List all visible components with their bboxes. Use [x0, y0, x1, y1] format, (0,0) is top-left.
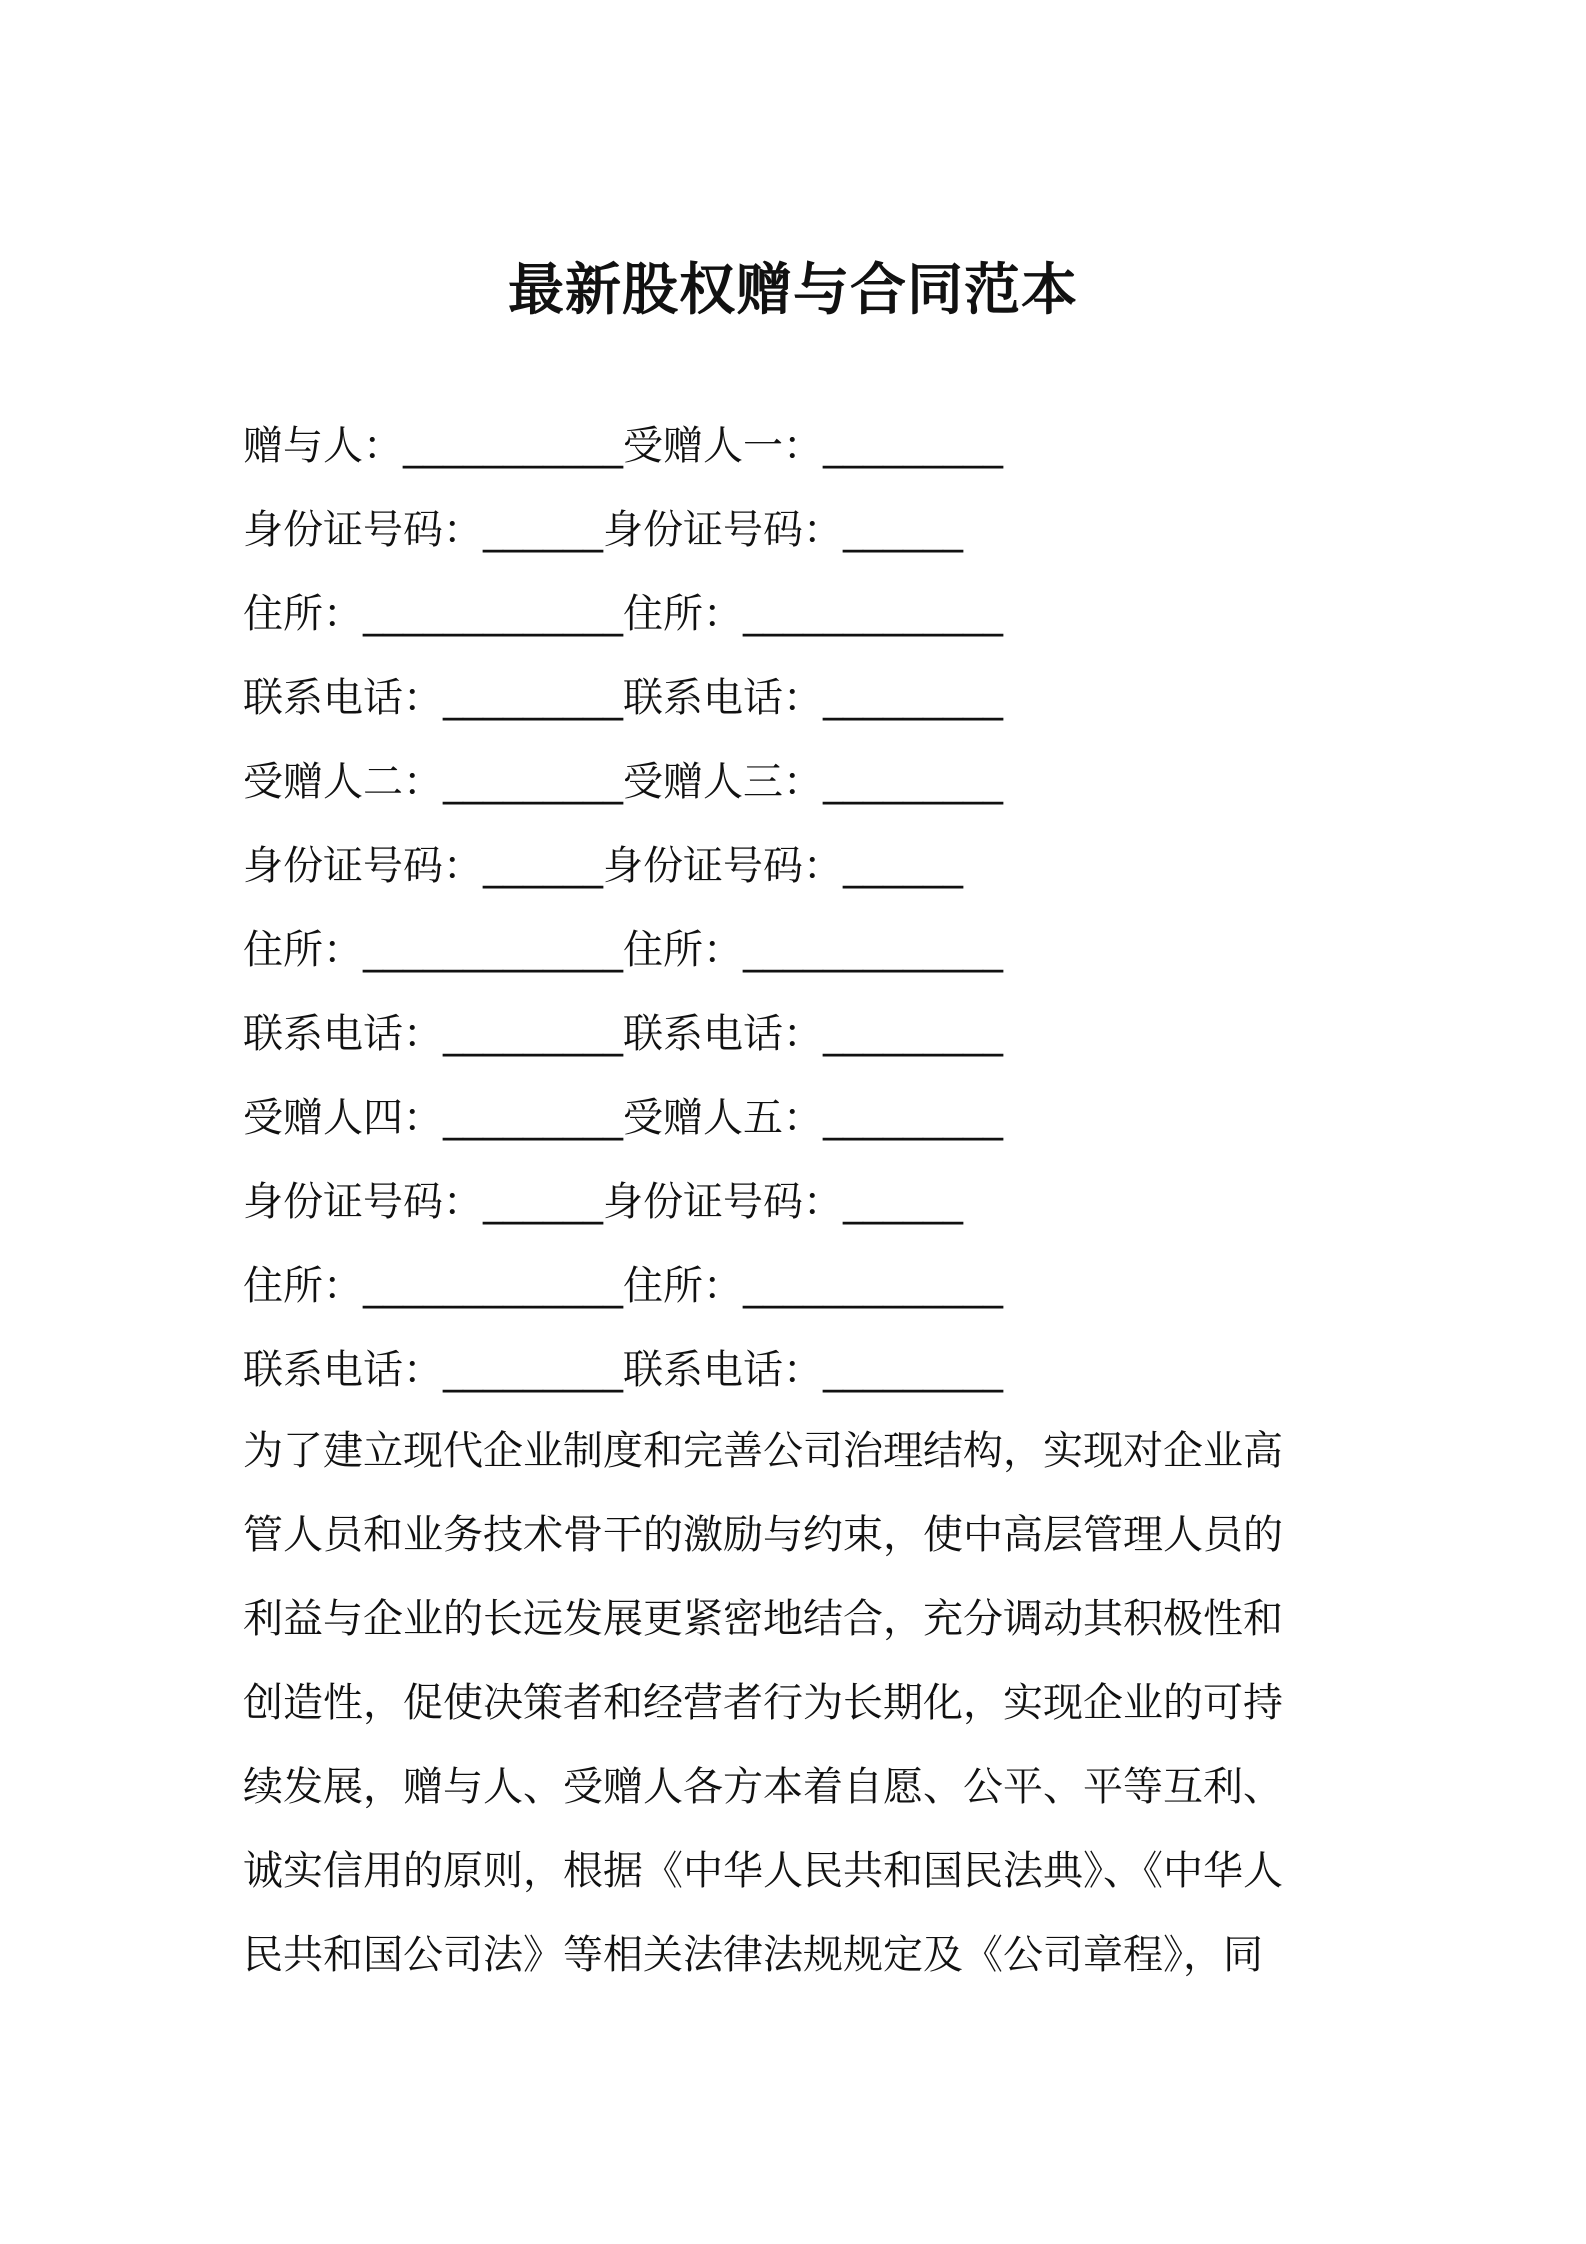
field-line-donees-4-5: 受赠人四：_________受赠人五：_________: [243, 1095, 1003, 1141]
paragraph-line: 利益与企业的长远发展更紧密地结合，充分调动其积极性和: [243, 1596, 1283, 1642]
field-line-donees-2-3: 受赠人二：_________受赠人三：_________: [243, 759, 1003, 805]
paragraph-line: 创造性，促使决策者和经营者行为长期化，实现企业的可持: [243, 1680, 1283, 1726]
field-line-address-1: 住所：_____________住所：_____________: [243, 591, 1003, 637]
field-line-id-3: 身份证号码：______身份证号码：______: [243, 1179, 963, 1225]
paragraph-line: 续发展，赠与人、受赠人各方本着自愿、公平、平等互利、: [243, 1764, 1283, 1810]
field-line-phone-1: 联系电话：_________联系电话：_________: [243, 675, 1003, 721]
paragraph-line: 诚实信用的原则，根据《中华人民共和国民法典》、《中华人: [243, 1848, 1283, 1894]
preamble-paragraph: [243, 1409, 1353, 1997]
field-line-donor: 赠与人：___________受赠人一：_________: [243, 423, 1003, 469]
paragraph-line: 民共和国公司法》等相关法律法规规定及《公司章程》，同: [243, 1932, 1263, 1978]
paragraph-line: 管人员和业务技术骨干的激励与约束，使中高层管理人员的: [243, 1512, 1283, 1558]
field-line-address-3: 住所：_____________住所：_____________: [243, 1263, 1003, 1309]
field-line-phone-2: 联系电话：_________联系电话：_________: [243, 1011, 1003, 1057]
field-line-address-2: 住所：_____________住所：_____________: [243, 927, 1003, 973]
paragraph-line: 为了建立现代企业制度和完善公司治理结构，实现对企业高: [243, 1428, 1283, 1474]
field-line-id-2: 身份证号码：______身份证号码：______: [243, 843, 963, 889]
document-title: 最新股权赠与合同范本: [508, 258, 1078, 323]
party-info-fields: [243, 404, 1383, 1412]
field-line-phone-3: 联系电话：_________联系电话：_________: [243, 1347, 1003, 1393]
field-line-id-1: 身份证号码：______身份证号码：______: [243, 507, 963, 553]
